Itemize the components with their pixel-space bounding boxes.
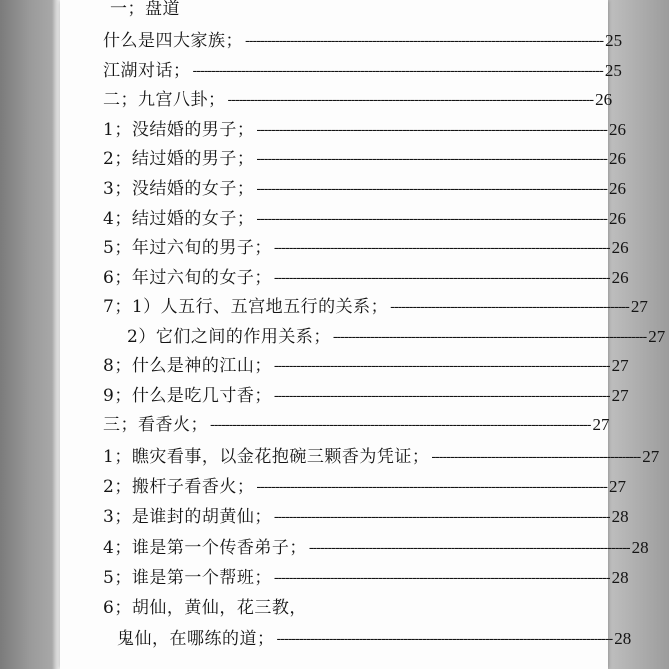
toc-page-number: 26 [609,120,626,139]
toc-entry [103,234,629,262]
document-page [60,0,666,669]
toc-entry [103,503,629,531]
toc-leader: ---------------------------------------------------------------------------------------------- [256,122,607,138]
toc-page-number: 25 [605,31,623,50]
toc-entry [103,443,660,471]
toc-entry [103,382,629,410]
toc-entry-text: 江湖对话； [103,61,191,81]
toc-leader: ------------------------------------------------------------------------------------------------------ [210,417,591,433]
toc-entry-text: 鬼仙，在哪练的道； [117,629,275,649]
toc-page-number: 28 [614,629,632,648]
toc-page-number: 27 [648,327,666,346]
toc-entry [103,293,648,321]
toc-page-number: 27 [611,386,629,405]
toc-leader: -------------------------------------------------------------------------------------- [308,540,630,556]
toc-leader: ---------------------------------------------------------------- [390,299,629,315]
toc-leader: ------------------------------------------------------------------------------------------------ [245,33,604,49]
toc-entry [110,0,550,23]
toc-leader: ------------------------------------------------------------------------------------------ [273,358,610,374]
toc-entry-text: 1；瞧灾看事，以金花抱碗三颗香为凭证； [103,447,430,467]
toc-entry [103,205,626,233]
toc-leader: ------------------------------------------------------------------------------------------ [273,240,610,256]
toc-page-number: 25 [604,61,622,80]
toc-leader: -------------------------------------------------------- [431,449,641,465]
toc-entry [103,27,623,55]
toc-leader: ------------------------------------------------------------------------------------------ [273,509,610,525]
toc-entry-text: 9；什么是吃几寸香； [103,386,272,406]
toc-entry-text: 2；搬杆子看香火； [103,477,255,497]
toc-entry-text: 3；没结婚的女子； [103,179,255,199]
toc-entry [103,145,626,173]
toc-entry [103,594,575,622]
toc-entry-text: 一；盘道 [110,0,180,19]
toc-entry [103,473,626,501]
toc-leader: ------------------------------------------------------------------------------------------ [273,270,610,286]
toc-page-number: 28 [611,568,629,587]
toc-entry-text: 7；1）人五行、五宫地五行的关系； [103,297,389,317]
toc-leader: ---------------------------------------------------------------------------------------------- [256,479,607,495]
toc-entry-text: 8；什么是神的江山； [103,356,272,376]
toc-leader: ------------------------------------------------------------------------------------------ [273,388,610,404]
toc-entry [117,625,632,653]
toc-page-number: 27 [611,356,629,375]
toc-entry-text: 1；没结婚的男子； [103,120,255,140]
toc-page-number: 28 [611,507,629,526]
toc-entry-text: 6；年过六旬的女子； [103,268,272,288]
toc-entry [103,264,629,292]
toc-page-number: 27 [609,477,626,496]
toc-entry-text: 三；看香火； [103,415,208,435]
toc-entry-text: 2；结过婚的男子； [103,149,255,169]
table-of-contents [60,0,666,669]
toc-leader: -------------------------------------------------------------------------------------------------------------- [192,63,603,79]
toc-page-number: 26 [609,209,626,228]
toc-leader: -------------------------------------------------------------------------------------------------- [227,92,594,108]
toc-entry [127,323,666,351]
toc-entry-text: 6；胡仙，黄仙，花三教， [103,598,307,618]
toc-page-number: 27 [642,447,660,466]
toc-page-number: 26 [595,90,613,109]
toc-leader: ------------------------------------------------------------------------------------------ [273,570,610,586]
toc-page-number: 27 [592,415,610,434]
toc-page-number: 26 [609,149,626,168]
toc-entry-text: 5；年过六旬的男子； [103,238,272,258]
toc-entry [103,564,629,592]
toc-leader: ---------------------------------------------------------------------------------------------- [256,211,607,227]
toc-page-number: 26 [611,238,629,257]
toc-leader: ---------------------------------------------------------------------------------------------- [256,151,607,167]
toc-entry-text: 2）它们之间的作用关系； [127,327,331,347]
toc-entry [103,86,613,114]
toc-entry [103,411,610,439]
toc-entry-text: 二；九宫八卦； [103,90,226,110]
toc-leader: ------------------------------------------------------------------------------------ [332,329,647,345]
toc-entry [103,116,626,144]
toc-entry-text: 5；谁是第一个帮班； [103,568,272,588]
toc-leader: ---------------------------------------------------------------------------------------------- [256,181,607,197]
toc-entry [103,175,626,203]
toc-entry-text: 什么是四大家族； [103,31,243,51]
toc-entry [103,352,629,380]
toc-page-number: 26 [611,268,629,287]
toc-entry-text: 3；是谁封的胡黄仙； [103,507,272,527]
toc-entry-text: 4；结过婚的女子； [103,209,255,229]
toc-page-number: 28 [631,538,649,557]
toc-entry [103,534,649,562]
toc-leader: ------------------------------------------------------------------------------------------ [276,631,613,647]
toc-page-number: 26 [609,179,626,198]
toc-entry [103,57,622,85]
toc-page-number: 27 [630,297,648,316]
toc-entry-text: 4；谁是第一个传香弟子； [103,538,307,558]
